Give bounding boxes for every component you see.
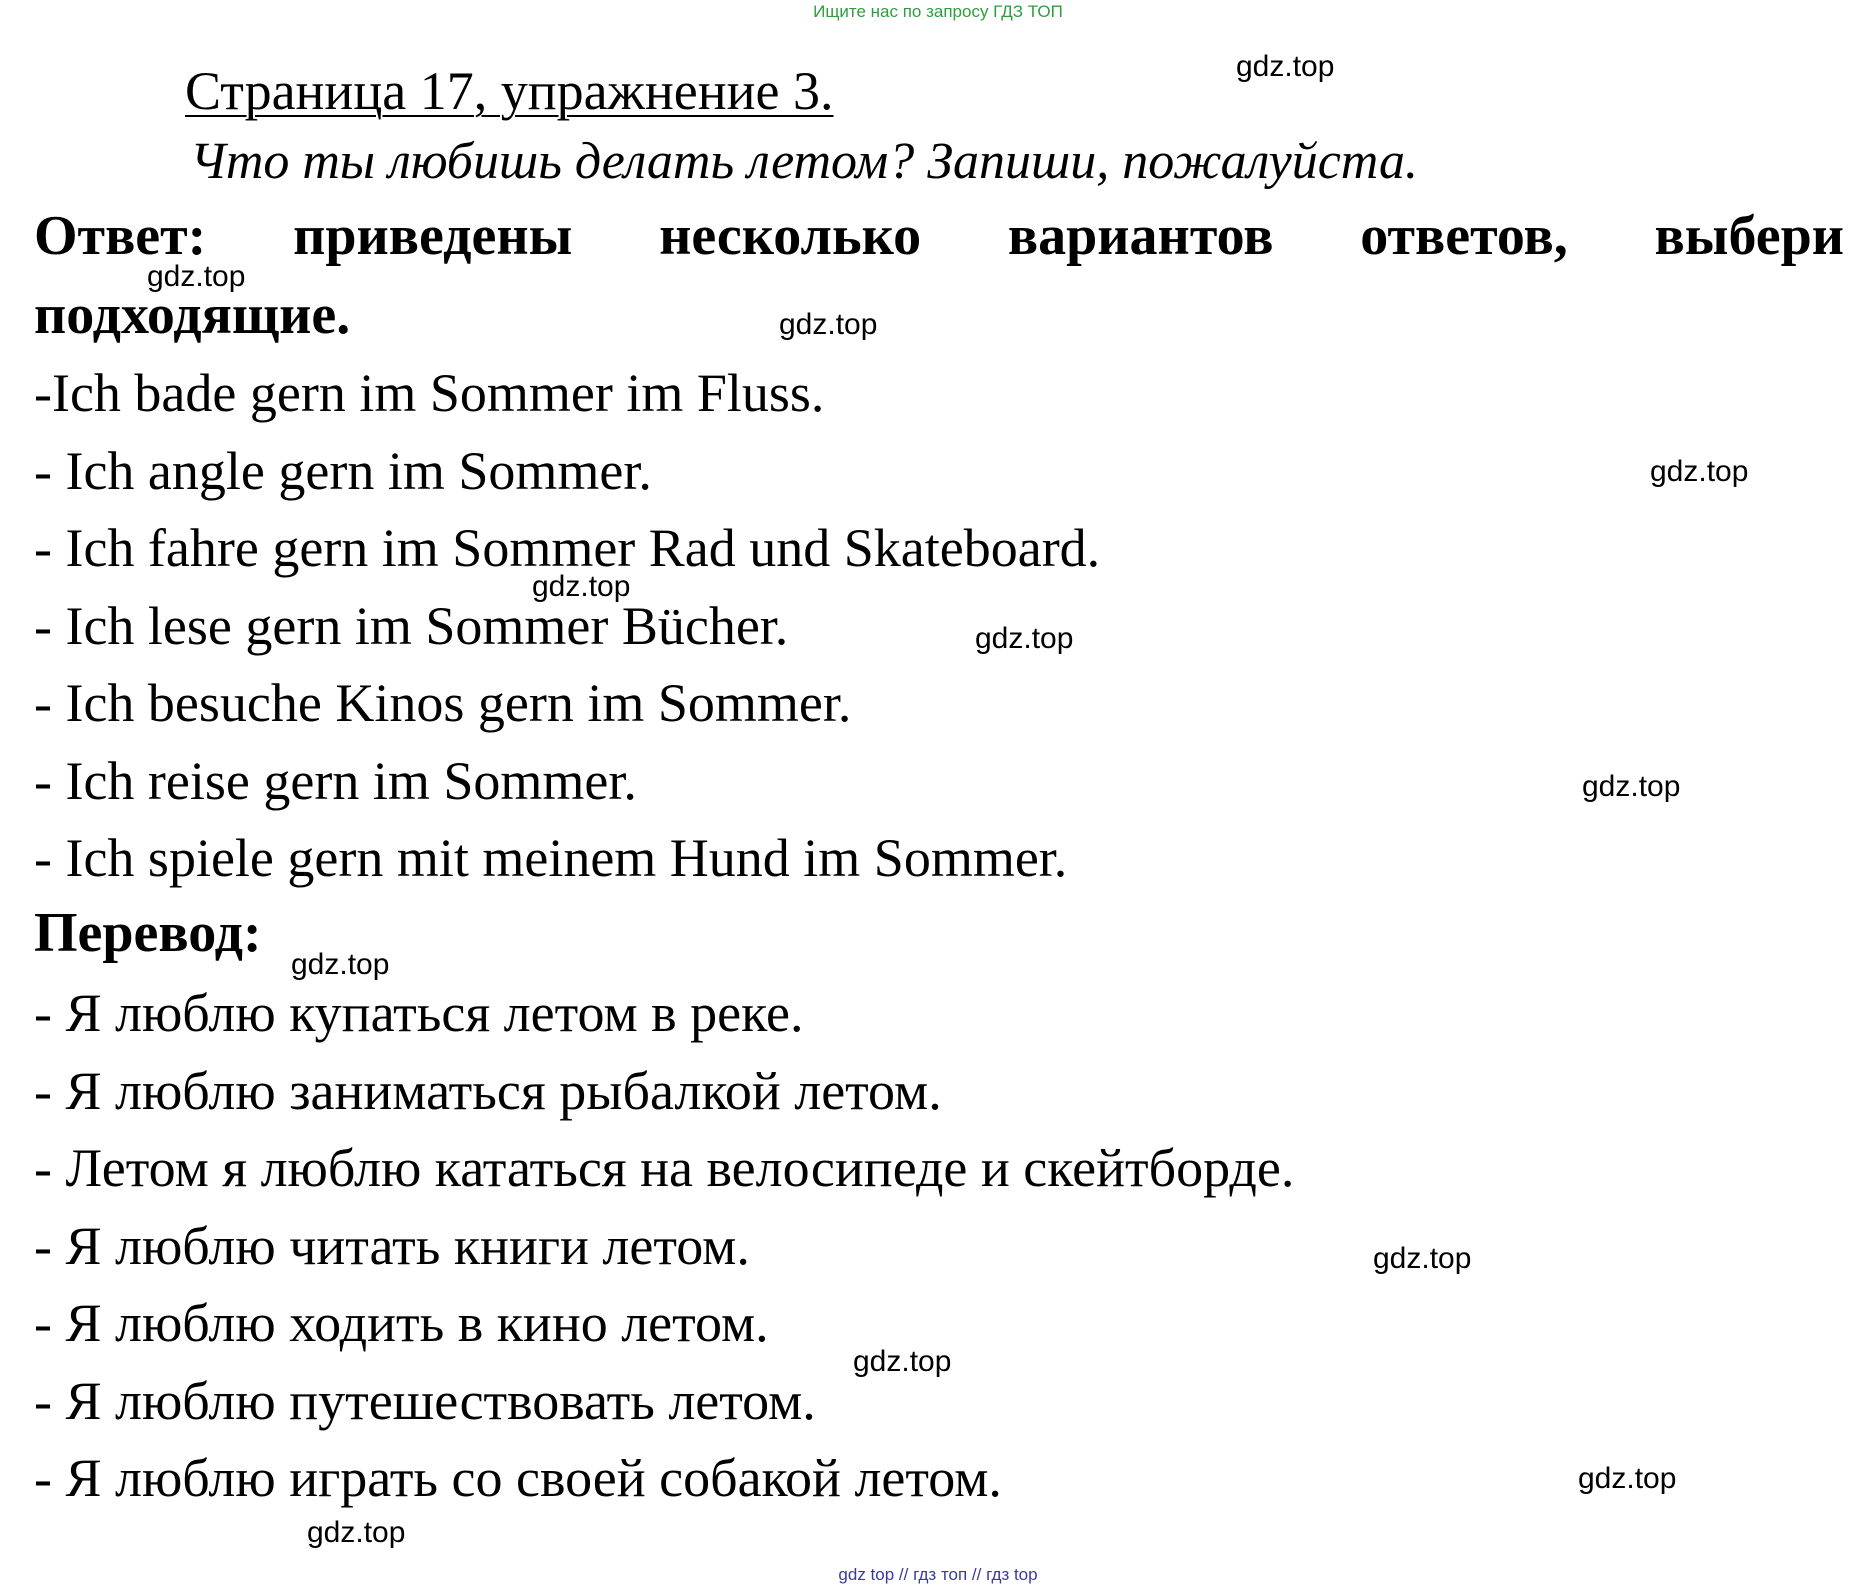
answer-intro: Ответ: приведены несколько вариантов ответов, выбери xyxy=(34,205,1844,267)
translation-line: - Летом я люблю кататься на велосипеде и скейтборде. xyxy=(34,1138,1295,1198)
translation-line: - Я люблю заниматься рыбалкой летом. xyxy=(34,1061,942,1121)
watermark: gdz.top xyxy=(291,948,390,981)
watermark: gdz.top xyxy=(1650,455,1749,488)
answer-line: - Ich reise gern im Sommer. xyxy=(34,751,637,811)
answer-line: - Ich besuche Kinos gern im Sommer. xyxy=(34,673,852,733)
translation-line: - Я люблю купаться летом в реке. xyxy=(34,983,804,1043)
watermark: gdz.top xyxy=(532,570,631,603)
watermark: gdz.top xyxy=(307,1516,406,1549)
translation-heading: Перевод: xyxy=(34,902,262,964)
answer-line: - Ich spiele gern mit meinem Hund im Sommer. xyxy=(34,828,1068,888)
answer-line: - Ich lese gern im Sommer Bücher. xyxy=(34,596,789,656)
page-heading: Страница 17, упражнение 3. xyxy=(185,61,834,121)
translation-line: - Я люблю читать книги летом. xyxy=(34,1216,750,1276)
bottom-banner: gdz top // гдз топ // гдз top xyxy=(838,1565,1038,1584)
watermark: gdz.top xyxy=(1578,1462,1677,1495)
answer-intro-continued: подходящие. xyxy=(34,284,351,346)
watermark: gdz.top xyxy=(853,1345,952,1378)
translation-line: - Я люблю путешествовать летом. xyxy=(34,1371,816,1431)
watermark: gdz.top xyxy=(147,260,246,293)
watermark: gdz.top xyxy=(1373,1242,1472,1275)
watermark: gdz.top xyxy=(779,308,878,341)
translation-line: - Я люблю играть со своей собакой летом. xyxy=(34,1448,1002,1508)
answer-line: -Ich bade gern im Sommer im Fluss. xyxy=(34,363,825,423)
watermark: gdz.top xyxy=(1582,770,1681,803)
watermark: gdz.top xyxy=(975,622,1074,655)
answer-line: - Ich angle gern im Sommer. xyxy=(34,441,652,501)
watermark: gdz.top xyxy=(1236,50,1335,83)
translation-line: - Я люблю ходить в кино летом. xyxy=(34,1293,769,1353)
task-prompt: Что ты любишь делать летом? Запиши, пожалуйста. xyxy=(190,133,1418,190)
top-banner: Ищите нас по запросу ГДЗ ТОП xyxy=(813,2,1063,21)
answer-line: - Ich fahre gern im Sommer Rad und Skateboard. xyxy=(34,518,1101,578)
